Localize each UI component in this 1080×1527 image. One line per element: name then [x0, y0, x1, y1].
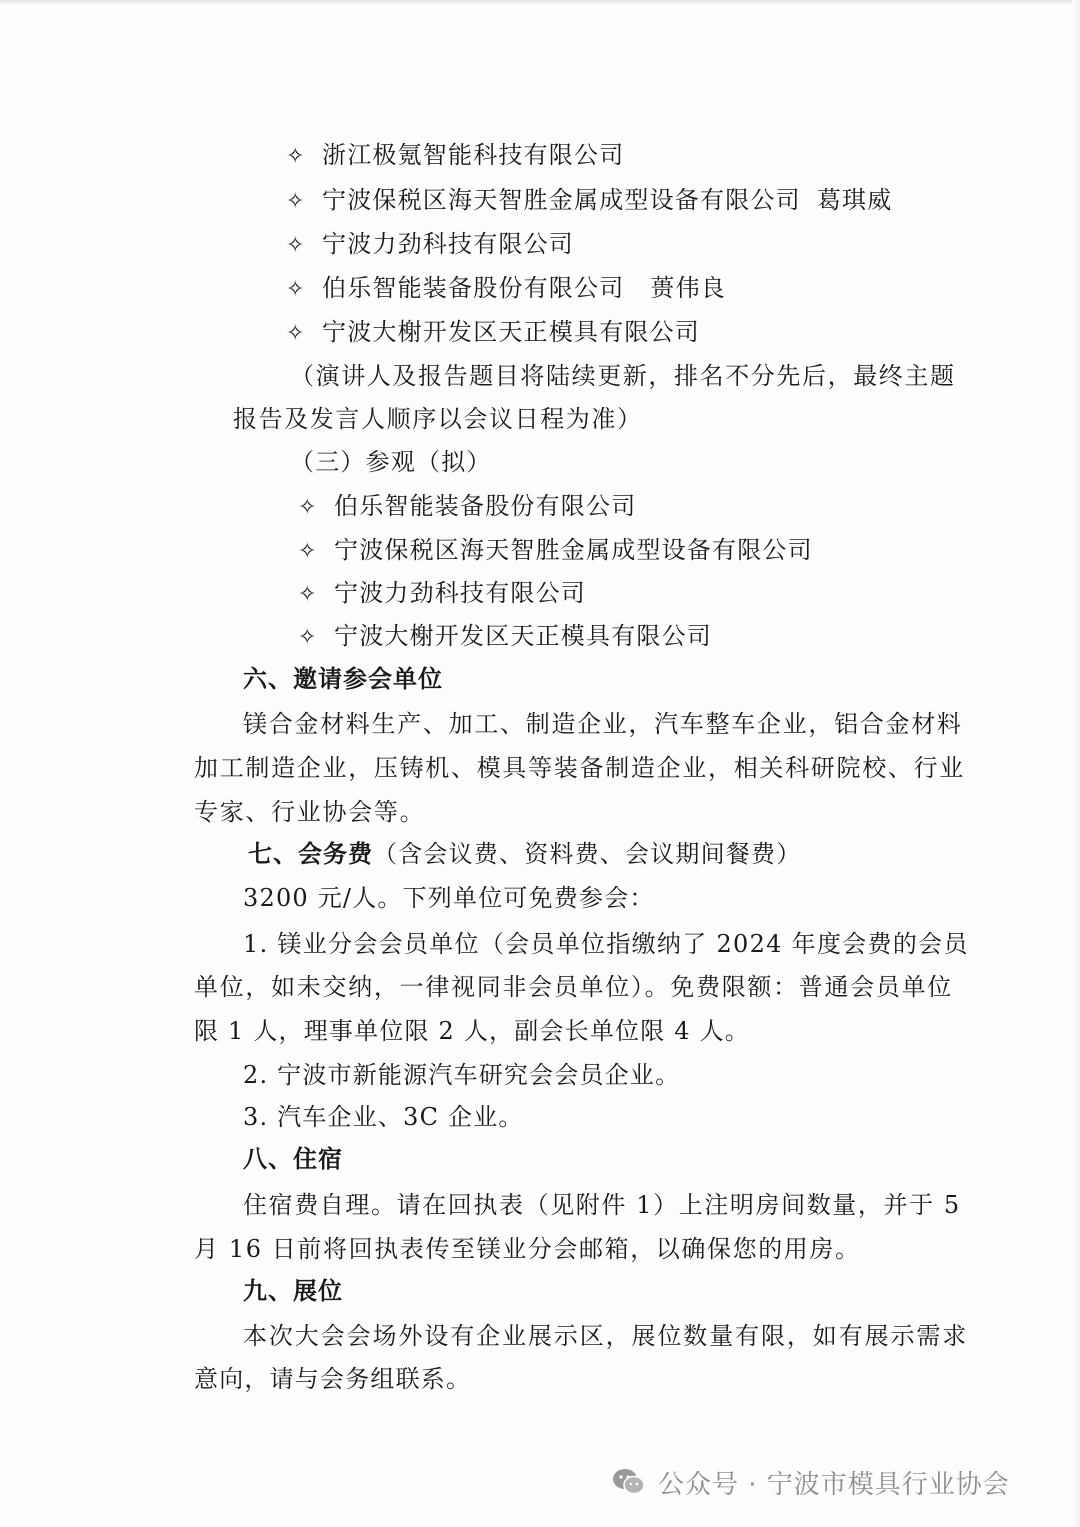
diamond-bullet-icon: ✧ [298, 625, 318, 650]
company-name: 宁波大榭开发区天正模具有限公司 [334, 622, 712, 650]
section-heading-note: （含会议费、资料费、会议期间餐费） [373, 840, 802, 868]
paragraph-line: 单位，如未交纳，一律视同非会员单位）。免费限额：普通会员单位 [194, 973, 953, 1001]
diamond-bullet-icon: ✧ [286, 233, 306, 258]
diamond-bullet-icon: ✧ [286, 189, 306, 214]
list-item [286, 229, 574, 261]
note-line: 报告及发言人顺序以会议日程为准） [233, 405, 643, 433]
watermark-text: 公众号 · 宁波市模具行业协会 [658, 1469, 1010, 1500]
section-heading-row [248, 839, 801, 869]
paragraph-line: 3. 汽车企业、3C 企业。 [243, 1103, 524, 1131]
diamond-bullet-icon: ✧ [286, 277, 306, 302]
diamond-bullet-icon: ✧ [298, 582, 318, 607]
scan-edge-shadow [1072, 0, 1080, 1527]
paragraph-line: 3200 元/人。下列单位可免费参会： [243, 884, 655, 912]
diamond-bullet-icon: ✧ [286, 321, 306, 346]
company-name: 宁波保税区海天智胜金属成型设备有限公司 [322, 186, 801, 214]
paragraph-line: 限 1 人，理事单位限 2 人，副会长单位限 4 人。 [194, 1017, 750, 1045]
wechat-icon [612, 1467, 646, 1497]
diamond-bullet-icon: ✧ [298, 539, 318, 564]
paragraph-line: 本次大会会场外设有企业展示区，展位数量有限，如有展示需求 [243, 1322, 969, 1350]
diamond-bullet-icon: ✧ [286, 144, 306, 169]
list-item [298, 578, 586, 610]
company-name: 宁波力劲科技有限公司 [334, 579, 586, 607]
wechat-watermark [612, 1462, 1010, 1502]
paragraph-line: 加工制造企业，压铸机、模具等装备制造企业，相关科研院校、行业 [194, 754, 965, 782]
company-name: 伯乐智能装备股份有限公司 [334, 492, 637, 520]
list-item [286, 140, 624, 172]
section-heading: 九、展位 [243, 1277, 343, 1305]
company-name: 宁波力劲科技有限公司 [322, 230, 574, 258]
list-item [298, 535, 813, 567]
section-heading: 七、会务费 [248, 840, 373, 868]
speaker-name: 蒉伟良 [650, 274, 727, 302]
paragraph-line: 月 16 日前将回执表传至镁业分会邮箱，以确保您的用房。 [194, 1235, 861, 1263]
list-item [298, 621, 712, 653]
note-line: （演讲人及报告题目将陆续更新，排名不分先后，最终主题 [290, 362, 956, 390]
section-heading: 八、住宿 [243, 1145, 343, 1173]
company-name: 伯乐智能装备股份有限公司 [322, 274, 625, 302]
list-item [298, 491, 636, 523]
paragraph-line: 专家、行业协会等。 [194, 798, 426, 826]
paragraph-line: 2. 宁波市新能源汽车研究会会员企业。 [243, 1061, 681, 1089]
list-item [286, 185, 892, 217]
visit-heading: （三）参观（拟） [290, 448, 492, 476]
section-heading: 六、邀请参会单位 [243, 665, 443, 693]
scan-top-shadow [0, 0, 1080, 6]
company-name: 宁波保税区海天智胜金属成型设备有限公司 [334, 536, 813, 564]
speaker-name: 葛琪威 [816, 186, 893, 214]
list-item [286, 273, 726, 305]
paragraph-line: 镁合金材料生产、加工、制造企业，汽车整车企业，铝合金材料 [243, 710, 963, 738]
company-name: 浙江极氪智能科技有限公司 [322, 141, 625, 169]
diamond-bullet-icon: ✧ [298, 495, 318, 520]
company-name: 宁波大榭开发区天正模具有限公司 [322, 318, 700, 346]
list-item [286, 317, 700, 349]
paragraph-line: 意向，请与会务组联系。 [194, 1365, 472, 1393]
paragraph-line: 1. 镁业分会会员单位（会员单位指缴纳了 2024 年度会费的会员 [243, 930, 969, 958]
paragraph-line: 住宿费自理。请在回执表（见附件 1）上注明房间数量，并于 5 [243, 1191, 961, 1219]
